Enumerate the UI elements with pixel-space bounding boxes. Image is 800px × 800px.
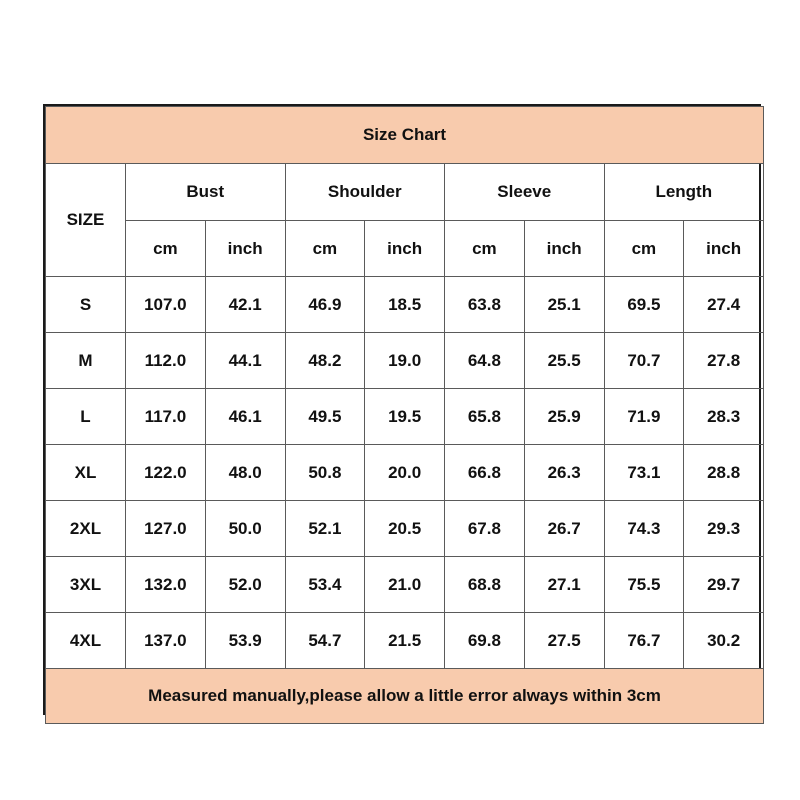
measurement-cell: 63.8: [445, 277, 525, 333]
unit-header: cm: [285, 221, 365, 277]
measurement-cell: 46.1: [205, 389, 285, 445]
table-row: [46, 389, 764, 445]
measurement-cell: 54.7: [285, 613, 365, 669]
measurement-cell: 25.5: [524, 333, 604, 389]
measurement-cell: 26.3: [524, 445, 604, 501]
table-row: [46, 501, 764, 557]
measurement-cell: 74.3: [604, 501, 684, 557]
measurement-cell: 50.8: [285, 445, 365, 501]
measurement-cell: 29.7: [684, 557, 764, 613]
measurement-cell: 21.5: [365, 613, 445, 669]
measurement-cell: 52.1: [285, 501, 365, 557]
measurement-cell: 52.0: [205, 557, 285, 613]
size-column-header: SIZE: [46, 164, 126, 277]
measurement-cell: 69.8: [445, 613, 525, 669]
measurement-cell: 20.5: [365, 501, 445, 557]
measurement-cell: 122.0: [126, 445, 206, 501]
size-label: XL: [46, 445, 126, 501]
measurement-cell: 117.0: [126, 389, 206, 445]
measurement-cell: 50.0: [205, 501, 285, 557]
measurement-cell: 25.9: [524, 389, 604, 445]
measurement-cell: 28.8: [684, 445, 764, 501]
size-chart: [43, 104, 761, 715]
unit-header: cm: [445, 221, 525, 277]
table-row: [46, 277, 764, 333]
measurement-note: Measured manually,please allow a little error always within 3cm: [46, 669, 764, 724]
measurement-cell: 29.3: [684, 501, 764, 557]
measure-group-header: Length: [604, 164, 764, 221]
measurement-cell: 21.0: [365, 557, 445, 613]
measurement-cell: 42.1: [205, 277, 285, 333]
measurement-cell: 66.8: [445, 445, 525, 501]
measurement-cell: 18.5: [365, 277, 445, 333]
measurement-cell: 112.0: [126, 333, 206, 389]
measurement-cell: 75.5: [604, 557, 684, 613]
measurement-cell: 127.0: [126, 501, 206, 557]
measurement-cell: 27.8: [684, 333, 764, 389]
measurement-cell: 64.8: [445, 333, 525, 389]
measurement-cell: 44.1: [205, 333, 285, 389]
unit-header: cm: [604, 221, 684, 277]
measurement-cell: 71.9: [604, 389, 684, 445]
measurement-cell: 68.8: [445, 557, 525, 613]
measurement-cell: 53.9: [205, 613, 285, 669]
measurement-cell: 27.5: [524, 613, 604, 669]
measurement-cell: 69.5: [604, 277, 684, 333]
chart-title: Size Chart: [46, 107, 764, 164]
measurement-cell: 70.7: [604, 333, 684, 389]
measurement-cell: 26.7: [524, 501, 604, 557]
measurement-cell: 48.2: [285, 333, 365, 389]
table-row: [46, 445, 764, 501]
measurement-cell: 46.9: [285, 277, 365, 333]
measurement-cell: 48.0: [205, 445, 285, 501]
unit-header: cm: [126, 221, 206, 277]
measurement-cell: 19.5: [365, 389, 445, 445]
table-row: [46, 333, 764, 389]
size-label: 2XL: [46, 501, 126, 557]
measurement-cell: 132.0: [126, 557, 206, 613]
size-label: L: [46, 389, 126, 445]
unit-header: inch: [205, 221, 285, 277]
measurement-cell: 49.5: [285, 389, 365, 445]
measure-group-header: Sleeve: [445, 164, 605, 221]
size-label: 4XL: [46, 613, 126, 669]
size-label: M: [46, 333, 126, 389]
measurement-cell: 28.3: [684, 389, 764, 445]
unit-header: inch: [365, 221, 445, 277]
measurement-cell: 67.8: [445, 501, 525, 557]
measurement-cell: 25.1: [524, 277, 604, 333]
measurement-cell: 20.0: [365, 445, 445, 501]
measurement-cell: 65.8: [445, 389, 525, 445]
measure-group-header: Bust: [126, 164, 286, 221]
measurement-cell: 107.0: [126, 277, 206, 333]
size-chart-table: [45, 106, 764, 724]
measurement-cell: 73.1: [604, 445, 684, 501]
unit-header: inch: [524, 221, 604, 277]
unit-header: inch: [684, 221, 764, 277]
measurement-cell: 19.0: [365, 333, 445, 389]
size-label: 3XL: [46, 557, 126, 613]
measurement-cell: 27.1: [524, 557, 604, 613]
measurement-cell: 53.4: [285, 557, 365, 613]
measurement-cell: 76.7: [604, 613, 684, 669]
measurement-cell: 137.0: [126, 613, 206, 669]
size-label: S: [46, 277, 126, 333]
table-row: [46, 557, 764, 613]
measurement-cell: 30.2: [684, 613, 764, 669]
measure-group-header: Shoulder: [285, 164, 445, 221]
measurement-cell: 27.4: [684, 277, 764, 333]
table-row: [46, 613, 764, 669]
